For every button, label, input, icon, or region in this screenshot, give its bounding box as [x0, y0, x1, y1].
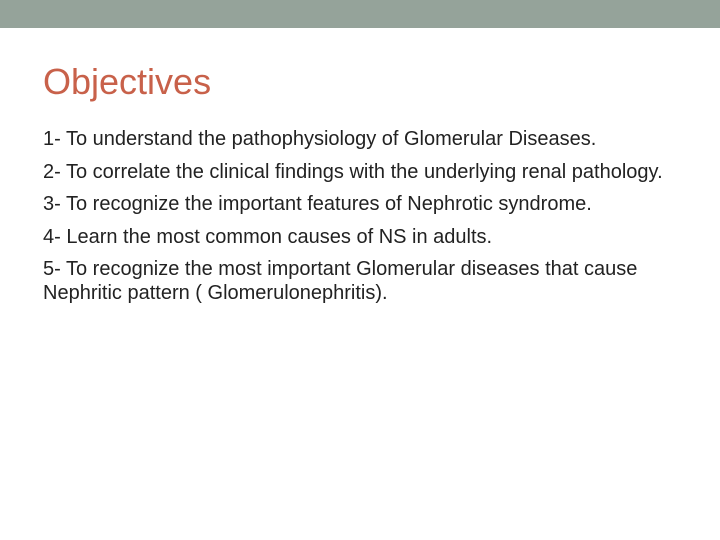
objectives-list — [43, 128, 693, 314]
objective-item-3: 3- To recognize the important features of Nephrotic syndrome. — [43, 193, 592, 215]
slide-title: Objectives — [43, 61, 212, 102]
objective-item-1: 1- To understand the pathophysiology of Glomerular Diseases. — [43, 128, 597, 150]
objective-item-4: 4- Learn the most common causes of NS in adults. — [43, 225, 493, 248]
objective-item-5: 5- To recognize the most important Glomerular diseases that cause Nephritic pattern ( Glomerulonephritis). — [43, 258, 638, 304]
objective-item-2: 2- To correlate the clinical findings with the underlying renal pathology. — [43, 160, 663, 183]
header-bar — [0, 0, 720, 28]
